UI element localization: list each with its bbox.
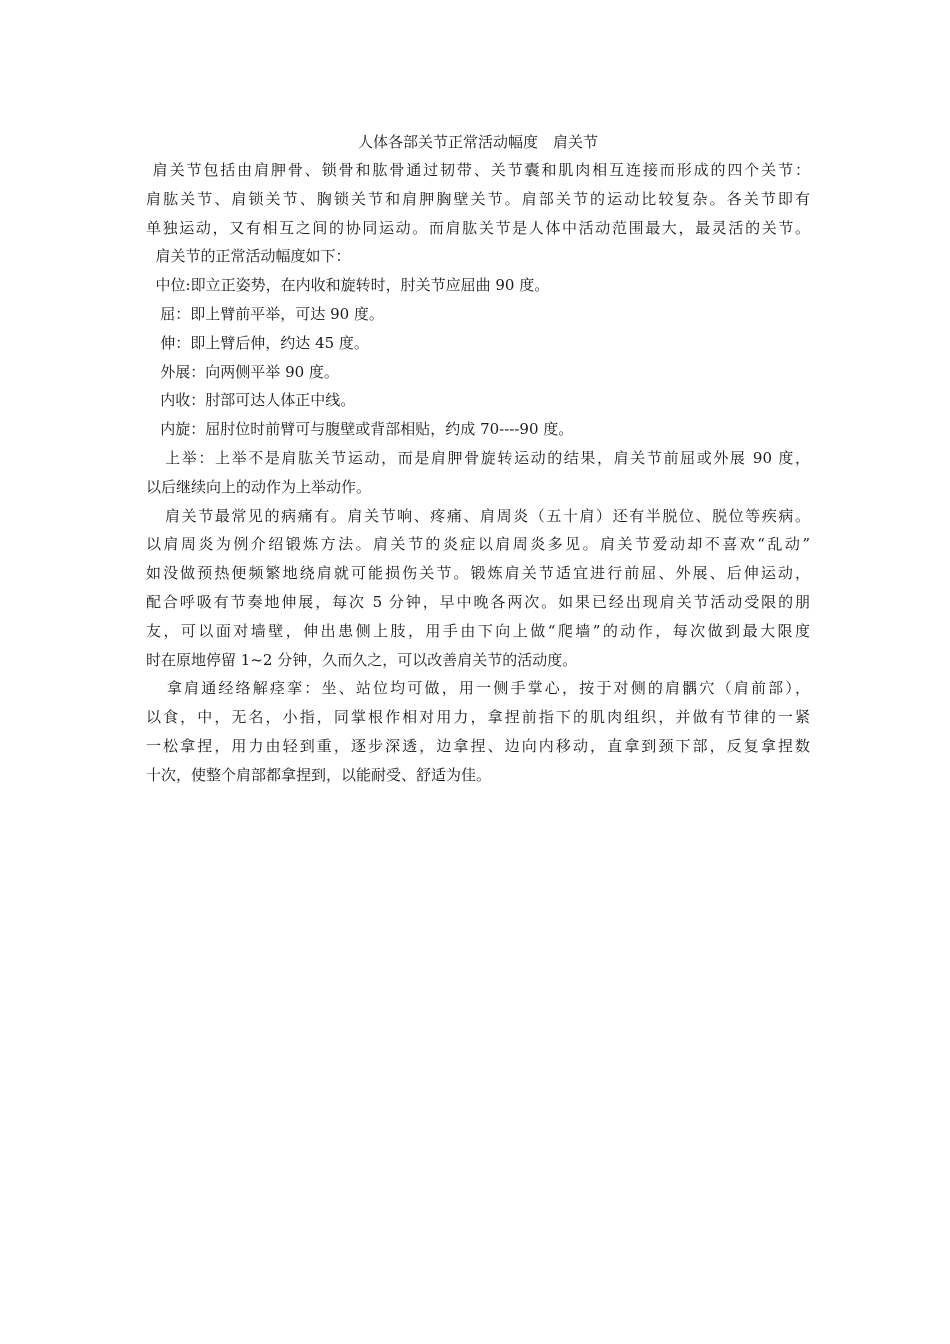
text-line: 中位:即立正姿势，在内收和旋转时，肘关节应屈曲 90 度。 [146,276,550,295]
text-line: 十次，使整个肩部都拿捏到，以能耐受、舒适为佳。 [146,765,492,784]
text-line: 肩关节最常见的病痛有。肩关节响、疼痛、肩周炎（五十肩）还有半脱位、脱位等疾病。 [146,506,810,525]
text-line: 友，可以面对墙壁，伸出患侧上肢，用手由下向上做“爬墙”的动作，每次做到最大限度 [146,621,810,640]
text-line: 伸：即上臂后伸，约达 45 度。 [146,333,369,352]
document-title: 人体各部关节正常活动幅度 肩关节 [357,133,598,151]
text-line: 肩肱关节、肩锁关节、胸锁关节和肩胛胸壁关节。肩部关节的运动比较复杂。各关节即有 [146,189,810,208]
text-line: 肩关节的正常活动幅度如下： [146,247,351,266]
text-line: 以后继续向上的动作为上举动作。 [146,477,372,496]
text-line: 单独运动，又有相互之间的协同运动。而肩肱关节是人体中活动范围最大，最灵活的关节。 [146,218,810,237]
text-line: 拿肩通经络解痉挛：坐、站位均可做，用一侧手掌心，按于对侧的肩髃穴（肩前部）， [146,679,810,698]
text-line: 内收：肘部可达人体正中线。 [146,391,356,410]
text-line: 配合呼吸有节奏地伸展，每次 5 分钟，早中晚各两次。如果已经出现肩关节活动受限的朋 [146,592,810,611]
text-line: 以食，中，无名，小指，同掌根作相对用力，拿捏前指下的肌肉组织，并做有节律的一紧 [146,708,810,727]
text-line: 一松拿捏，用力由轻到重，逐步深透，边拿捏、边向内移动，直拿到颈下部，反复拿捏数 [146,736,810,755]
text-line: 以肩周炎为例介绍锻炼方法。肩关节的炎症以肩周炎多见。肩关节爱动却不喜欢“乱动” [146,535,810,554]
text-line: 如没做预热便频繁地绕肩就可能损伤关节。锻炼肩关节适宜进行前屈、外展、后伸运动， [146,564,810,583]
text-line: 时在原地停留 1~2 分钟，久而久之，可以改善肩关节的活动度。 [146,650,578,669]
text-line: 肩关节包括由肩胛骨、锁骨和肱骨通过韧带、关节囊和肌肉相互连接而形成的四个关节： [146,161,810,179]
text-line: 上举：上举不是肩肱关节运动，而是肩胛骨旋转运动的结果，肩关节前屈或外展 90 度， [146,448,810,467]
text-line: 屈：即上臂前平举，可达 90 度。 [146,304,384,323]
document-body [146,128,810,790]
text-line: 外展：向两侧平举 90 度。 [146,362,339,381]
text-line: 内旋：屈肘位时前臂可与腹壁或背部相贴，约成 70----90 度。 [146,420,574,439]
